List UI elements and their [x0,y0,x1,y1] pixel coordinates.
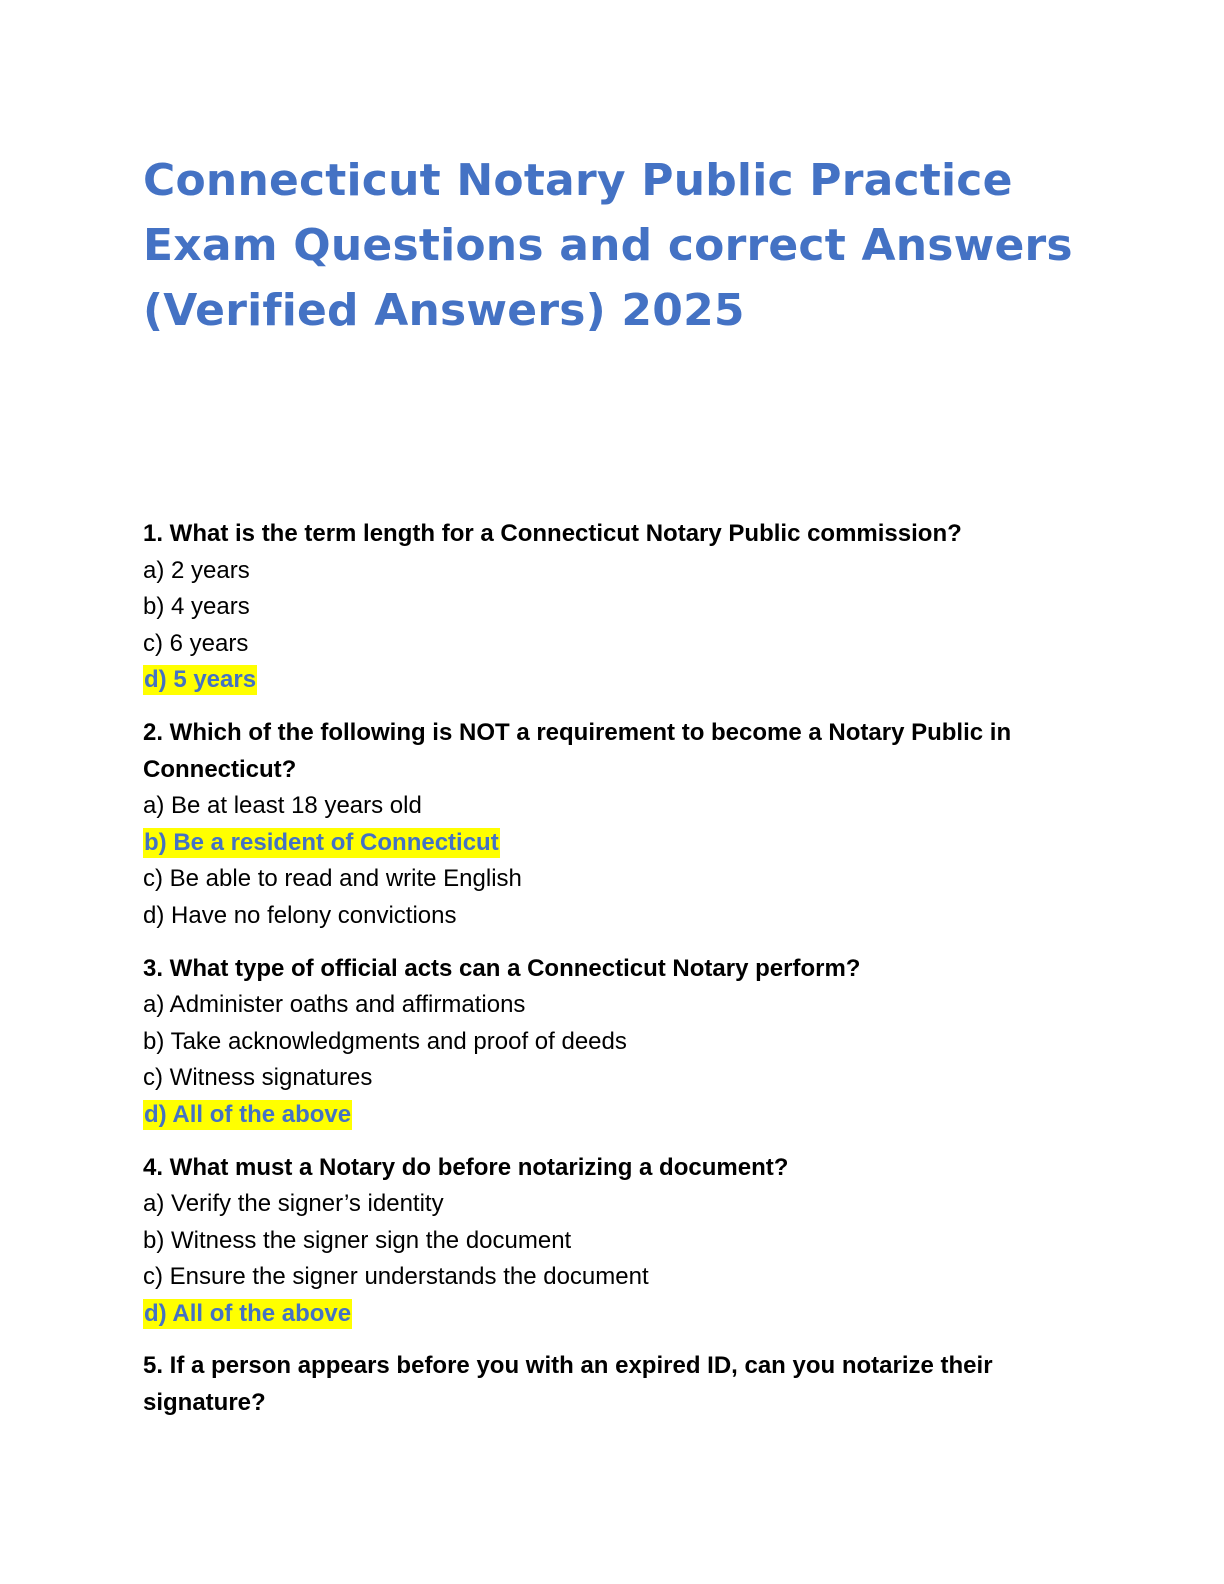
correct-answer-option-d [143,1097,1093,1134]
question-3 [143,951,1093,1134]
question-4 [143,1150,1093,1333]
document-title-line-3: (Verified Answers) 2025 [143,285,745,336]
highlighted-answer-text: d) All of the above [144,1299,352,1327]
answer-option-c: c) Ensure the signer understands the document [143,1263,649,1291]
correct-answer-option-b [143,825,1093,862]
answer-option-b: b) Take acknowledgments and proof of deeds [143,1027,627,1055]
document-title-line-1: Connecticut Notary Public Practice [143,155,1013,206]
correct-answer-option-d [143,662,1093,699]
highlighted-answer-text: d) All of the above [144,1100,352,1128]
question-1 [143,516,1093,699]
answer-option-a: a) Verify the signer’s identity [143,1190,444,1218]
answer-option-c: c) 6 years [143,629,249,657]
question-list [143,516,1093,1438]
question-5 [143,1348,1093,1421]
document-title [143,148,1103,343]
question-text: 5. If a person appears before you with an expired ID, can you notarize their signature? [143,1352,993,1417]
answer-option-a: a) Administer oaths and affirmations [143,991,526,1019]
highlighted-answer-text: d) 5 years [144,666,257,694]
answer-option-b: b) Witness the signer sign the document [143,1226,572,1254]
correct-answer-option-d [143,1296,1093,1333]
document-title-line-2: Exam Questions and correct Answers [143,220,1073,271]
question-2 [143,715,1093,935]
answer-option-a: a) Be at least 18 years old [143,792,422,820]
question-text: 3. What type of official acts can a Connecticut Notary perform? [143,954,861,982]
answer-option-d: d) Have no felony convictions [143,901,457,929]
highlighted-answer-text: b) Be a resident of Connecticut [144,828,499,856]
question-text: 4. What must a Notary do before notarizing a document? [143,1153,789,1181]
answer-option-a: a) 2 years [143,556,250,584]
answer-option-c: c) Be able to read and write English [143,865,522,893]
answer-option-c: c) Witness signatures [143,1064,373,1092]
answer-option-b: b) 4 years [143,593,250,621]
question-text: 2. Which of the following is NOT a requirement to become a Notary Public in Connecticut? [143,718,1012,783]
question-text: 1. What is the term length for a Connecticut Notary Public commission? [143,520,962,547]
